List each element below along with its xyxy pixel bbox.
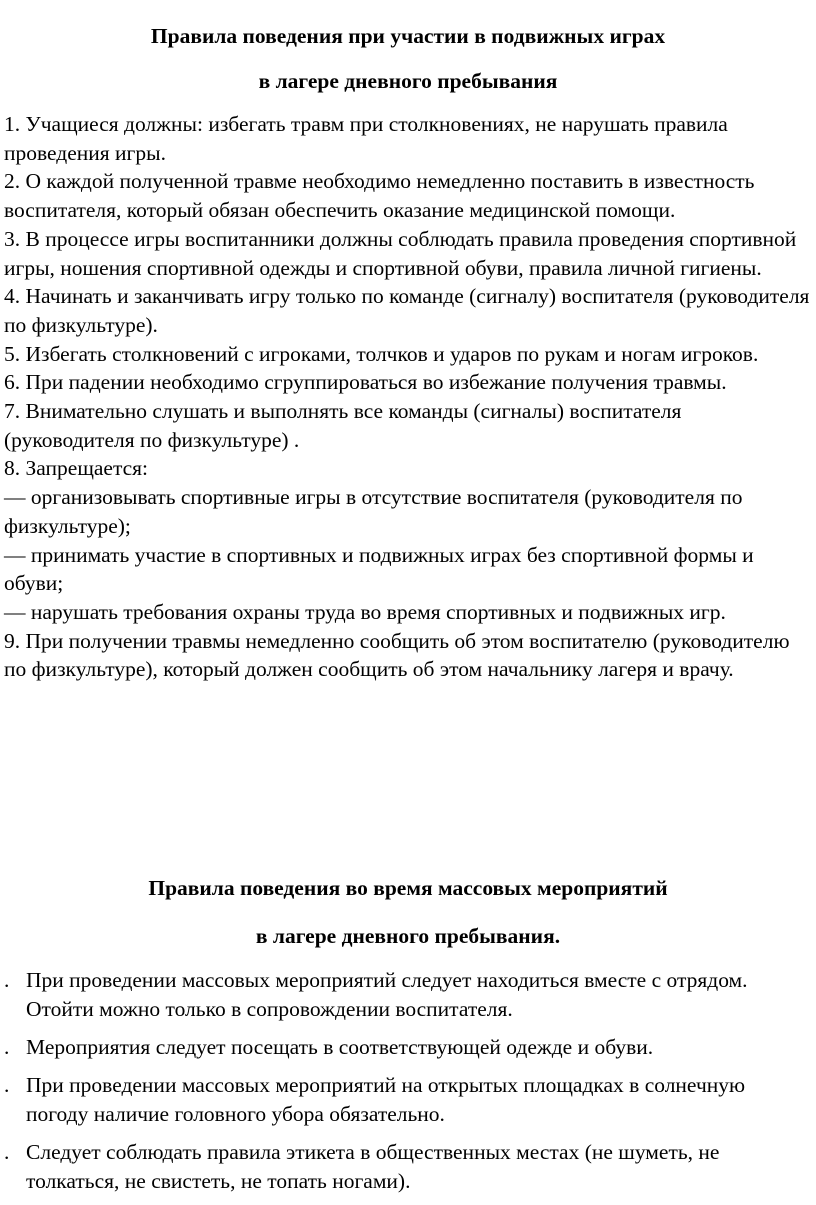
rule-item-8-sub-3: — нарушать требования охраны труда во время спортивных и подвижных игр. — [4, 599, 726, 624]
rule-item-8-sub-1: — организовывать спортивные игры в отсутствие воспитателя (руководителя по физкультуре); — [4, 485, 743, 538]
section1-rules-list — [4, 110, 812, 684]
rule-item-5: 5. Избегать столкновений с игроками, толчков и ударов по рукам и ногам игроков. — [4, 341, 759, 366]
rule-item-8-sub-2: — принимать участие в спортивных и подвижных играх без спортивной формы и обуви; — [4, 542, 754, 596]
rule-item-3: 3. В процессе игры воспитанники должны соблюдать правила проведения спортивной игры, ношения спортивной одежды и спортивной обуви, правила личной гигиены. — [4, 226, 797, 280]
rule-item-9: 9. При получении травмы немедленно сообщить об этом воспитателю (руководителю по физкультуре), который должен сообщить об этом начальнику лагеря и врачу. — [4, 628, 790, 682]
section1-title-line1: Правила поведения при участии в подвижных играх — [150, 24, 666, 48]
section2-title-line1: Правила поведения во время массовых мероприятий — [148, 876, 668, 900]
list-item — [4, 1033, 812, 1062]
list-item-text: Мероприятия следует посещать в соответствующей одежде и обуви. — [26, 1035, 654, 1059]
rule-item-2: 2. О каждой полученной травме необходимо немедленно поставить в известность воспитателя, который обязан обеспечить оказание медицинской помощи. — [4, 169, 755, 223]
list-bullet: . — [4, 1073, 10, 1097]
rule-item-7: 7. Внимательно слушать и выполнять все команды (сигналы) воспитателя (руководителя по физкультуре) . — [4, 399, 682, 452]
list-bullet: . — [4, 1035, 10, 1059]
rule-item-1: 1. Учащиеся должны: избегать травм при столкновениях, не нарушать правила проведения игры. — [4, 112, 728, 165]
list-bullet: . — [4, 1140, 10, 1164]
list-item-text: При проведении массовых мероприятий на открытых площадках в солнечную погоду наличие головного убора обязательно. — [26, 1073, 746, 1126]
list-item — [4, 1138, 812, 1196]
list-item-text: При проведении массовых мероприятий следует находиться вместе с отрядом. Отойти можно только в сопровождении воспитателя. — [26, 968, 748, 1021]
list-item — [4, 1071, 812, 1129]
list-bullet: . — [4, 968, 10, 992]
section2-rules-list — [4, 966, 812, 1205]
rule-item-4: 4. Начинать и заканчивать игру только по команде (сигналу) воспитателя (руководителя по физкультуре). — [4, 284, 810, 337]
section1-title-line2: в лагере дневного пребывания — [258, 69, 558, 93]
rule-item-8: 8. Запрещается: — [4, 456, 149, 481]
list-item — [4, 966, 812, 1024]
list-item-text: Следует соблюдать правила этикета в общественных местах (не шуметь, не толкаться, не свистеть, не топать ногами). — [26, 1140, 720, 1193]
rule-item-6: 6. При падении необходимо сгруппироваться во избежание получения травмы. — [4, 370, 727, 395]
section2-title-line2: в лагере дневного пребывания. — [255, 924, 561, 948]
